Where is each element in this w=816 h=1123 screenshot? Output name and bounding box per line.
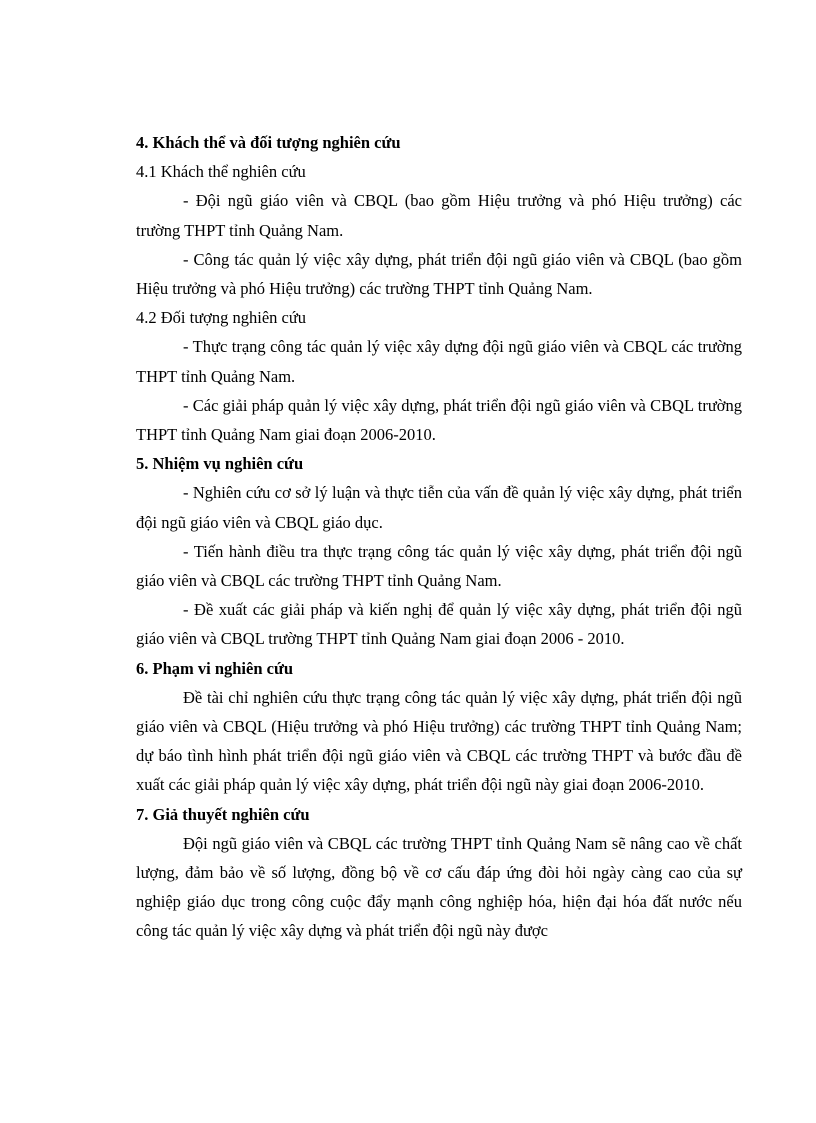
paragraph: - Thực trạng công tác quản lý việc xây dựng đội ngũ giáo viên và CBQL các trường THPT tỉnh Quảng Nam. xyxy=(136,337,742,386)
paragraph: - Tiến hành điều tra thực trạng công tác quản lý việc xây dựng, phát triển đội ngũ giáo viên và CBQL các trường THPT tỉnh Quảng Nam. xyxy=(136,541,742,591)
paragraph: - Đề xuất các giải pháp và kiến nghị để quản lý việc xây dựng, phát triển đội ngũ giáo viên và CBQL trường THPT tỉnh Quảng Nam giai đoạn 2006 - 2010. xyxy=(136,600,742,649)
paragraph: Đội ngũ giáo viên và CBQL các trường THPT tỉnh Quảng Nam sẽ nâng cao về chất lượng, đảm bảo về số lượng, đồng bộ về cơ cấu đáp ứng đòi hỏi ngày càng cao của sự nghiệp giáo dục trong công cuộc đẩy mạnh công nghiệp hóa, hiện đại hóa đất nước nếu công tác quản lý việc xây dựng và phát triển đội ngũ này được xyxy=(136,833,742,941)
section-heading: 5. Nhiệm vụ nghiên cứu xyxy=(136,454,304,474)
section-heading: 7. Giả thuyết nghiên cứu xyxy=(136,804,310,824)
section-heading: 6. Phạm vi nghiên cứu xyxy=(136,658,294,678)
paragraph: - Công tác quản lý việc xây dựng, phát triển đội ngũ giáo viên và CBQL (bao gồm Hiệu trưởng và phó Hiệu trưởng) các trường THPT tỉnh Quảng Nam. xyxy=(136,249,742,299)
document-body xyxy=(136,128,742,946)
paragraph: - Đội ngũ giáo viên và CBQL (bao gồm Hiệu trưởng và phó Hiệu trưởng) các trường THPT tỉnh Quảng Nam. xyxy=(136,191,742,240)
paragraph: - Nghiên cứu cơ sở lý luận và thực tiễn của vấn đề quản lý việc xây dựng, phát triển đội ngũ giáo viên và CBQL giáo dục. xyxy=(136,483,742,532)
paragraph: - Các giải pháp quản lý việc xây dựng, phát triển đội ngũ giáo viên và CBQL trường THPT tỉnh Quảng Nam giai đoạn 2006-2010. xyxy=(136,395,742,445)
section-heading: 4. Khách thể và đối tượng nghiên cứu xyxy=(136,133,401,152)
paragraph: Đề tài chỉ nghiên cứu thực trạng công tác quản lý việc xây dựng, phát triển đội ngũ giáo viên và CBQL (Hiệu trưởng và phó Hiệu trưởng) các trường THPT tỉnh Quảng Nam; dự báo tình hình phát triển đội ngũ giáo viên và CBQL các trường THPT và bước đầu đề xuất các giải pháp quản lý việc xây dựng, phát triển đội ngũ này giai đoạn 2006-2010. xyxy=(136,687,742,795)
subsection-heading: 4.2 Đối tượng nghiên cứu xyxy=(136,308,307,328)
subsection-heading: 4.1 Khách thể nghiên cứu xyxy=(136,162,306,182)
